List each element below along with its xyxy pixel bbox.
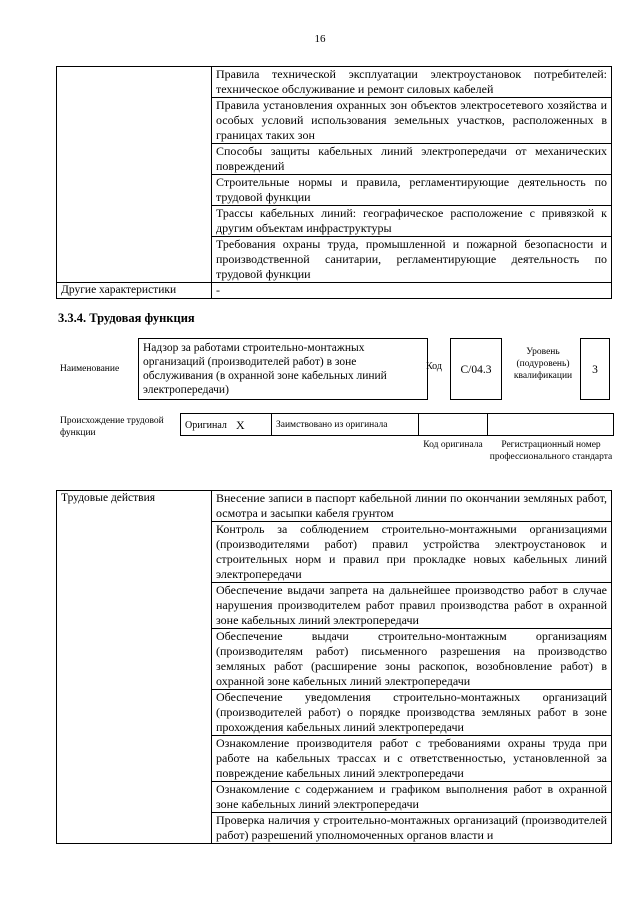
reg-number-box	[487, 413, 614, 436]
borrowed-label: Заимствовано из оригинала	[276, 420, 388, 430]
actions-table	[56, 490, 612, 844]
action-item: Контроль за соблюдением строительно-монтажными организациями (производителями работ) правил устройства электроустановок и строительных норм и правил при прокладке новых кабельных линий электропередачи	[212, 522, 612, 583]
origin-row	[58, 413, 614, 473]
original-mark: X	[236, 418, 245, 432]
borrowed-box	[271, 413, 419, 436]
action-item: Обеспечение выдачи запрета на дальнейшее производство работ в случае нарушения производителем работ правил производства работ в охранной зоне кабельных линий электропередачи	[212, 583, 612, 629]
function-name-value: Надзор за работами строительно-монтажных организаций (производителей работ) в зоне обслуживания (в охранной зоне кабельных линий электропередачи)	[138, 338, 428, 400]
action-item: Обеспечение выдачи строительно-монтажным организациям (производителям работ) письменного разрешения на производство земляных работ (расширение зоны раскопок, возобновление работ) в охранной зоне кабельных линий электропередачи	[212, 629, 612, 690]
knowledge-item: Строительные нормы и правила, регламентирующие деятельность по трудовой функции	[212, 175, 612, 206]
code-original-label: Код оригинала	[423, 440, 483, 450]
table-row	[57, 283, 612, 299]
section-title: 3.3.4. Трудовая функция	[58, 311, 195, 325]
qualification-level-label: Уровень (подуровень) квалификации	[513, 347, 573, 381]
action-item: Ознакомление с содержанием и графиком выполнения работ в охранной зоне кабельных линий электропередачи	[212, 782, 612, 813]
table-row	[57, 67, 612, 98]
knowledge-item: Трассы кабельных линий: географическое расположение с привязкой к другим объектам инфраструктуры	[212, 206, 612, 237]
other-characteristics-value: -	[212, 283, 612, 299]
original-label: Оригинал	[185, 420, 227, 431]
knowledge-label-cell	[57, 67, 212, 283]
knowledge-item: Правила установления охранных зон объектов электросетевого хозяйства и особых условий использования земельных участков, расположенных в границах таких зон	[212, 98, 612, 144]
original-box	[180, 413, 272, 436]
code-label: Код	[426, 361, 442, 372]
name-label: Наименование	[60, 364, 120, 374]
knowledge-item: Способы защиты кабельных линий электропередачи от механических повреждений	[212, 144, 612, 175]
action-item: Ознакомление производителя работ с требованиями охраны труда при работе на кабельных трассах и с ответственностью, установленной за повреждение кабельных линий электропередачи	[212, 736, 612, 782]
table-row	[57, 491, 612, 522]
action-item: Обеспечение уведомления строительно-монтажных организаций (производителей работ) о порядке производства земляных работ в зоне прохождения кабельных линий электропередачи	[212, 690, 612, 736]
other-characteristics-label: Другие характеристики	[57, 283, 212, 299]
knowledge-table	[56, 66, 612, 299]
origin-label: Происхождение трудовой функции	[60, 416, 164, 438]
function-code-value: С/04.3	[450, 338, 502, 400]
qualification-level-value: 3	[580, 338, 610, 400]
action-item: Проверка наличия у строительно-монтажных организаций (производителей работ) разрешений уполномоченных органов власти и	[212, 813, 612, 844]
actions-label: Трудовые действия	[57, 491, 212, 844]
function-name-row	[58, 338, 614, 400]
code-original-box	[418, 413, 488, 436]
action-item: Внесение записи в паспорт кабельной линии по окончании земляных работ, осмотра и засыпки кабеля грунтом	[212, 491, 612, 522]
knowledge-item: Требования охраны труда, промышленной и пожарной безопасности и производственной санитарии, регламентирующие деятельность по трудовой функции	[212, 237, 612, 283]
page-number: 16	[314, 33, 326, 45]
knowledge-item: Правила технической эксплуатации электроустановок потребителей: техническое обслуживание и ремонт силовых кабелей	[212, 67, 612, 98]
reg-number-label: Регистрационный номер профессионального стандарта	[489, 440, 613, 462]
